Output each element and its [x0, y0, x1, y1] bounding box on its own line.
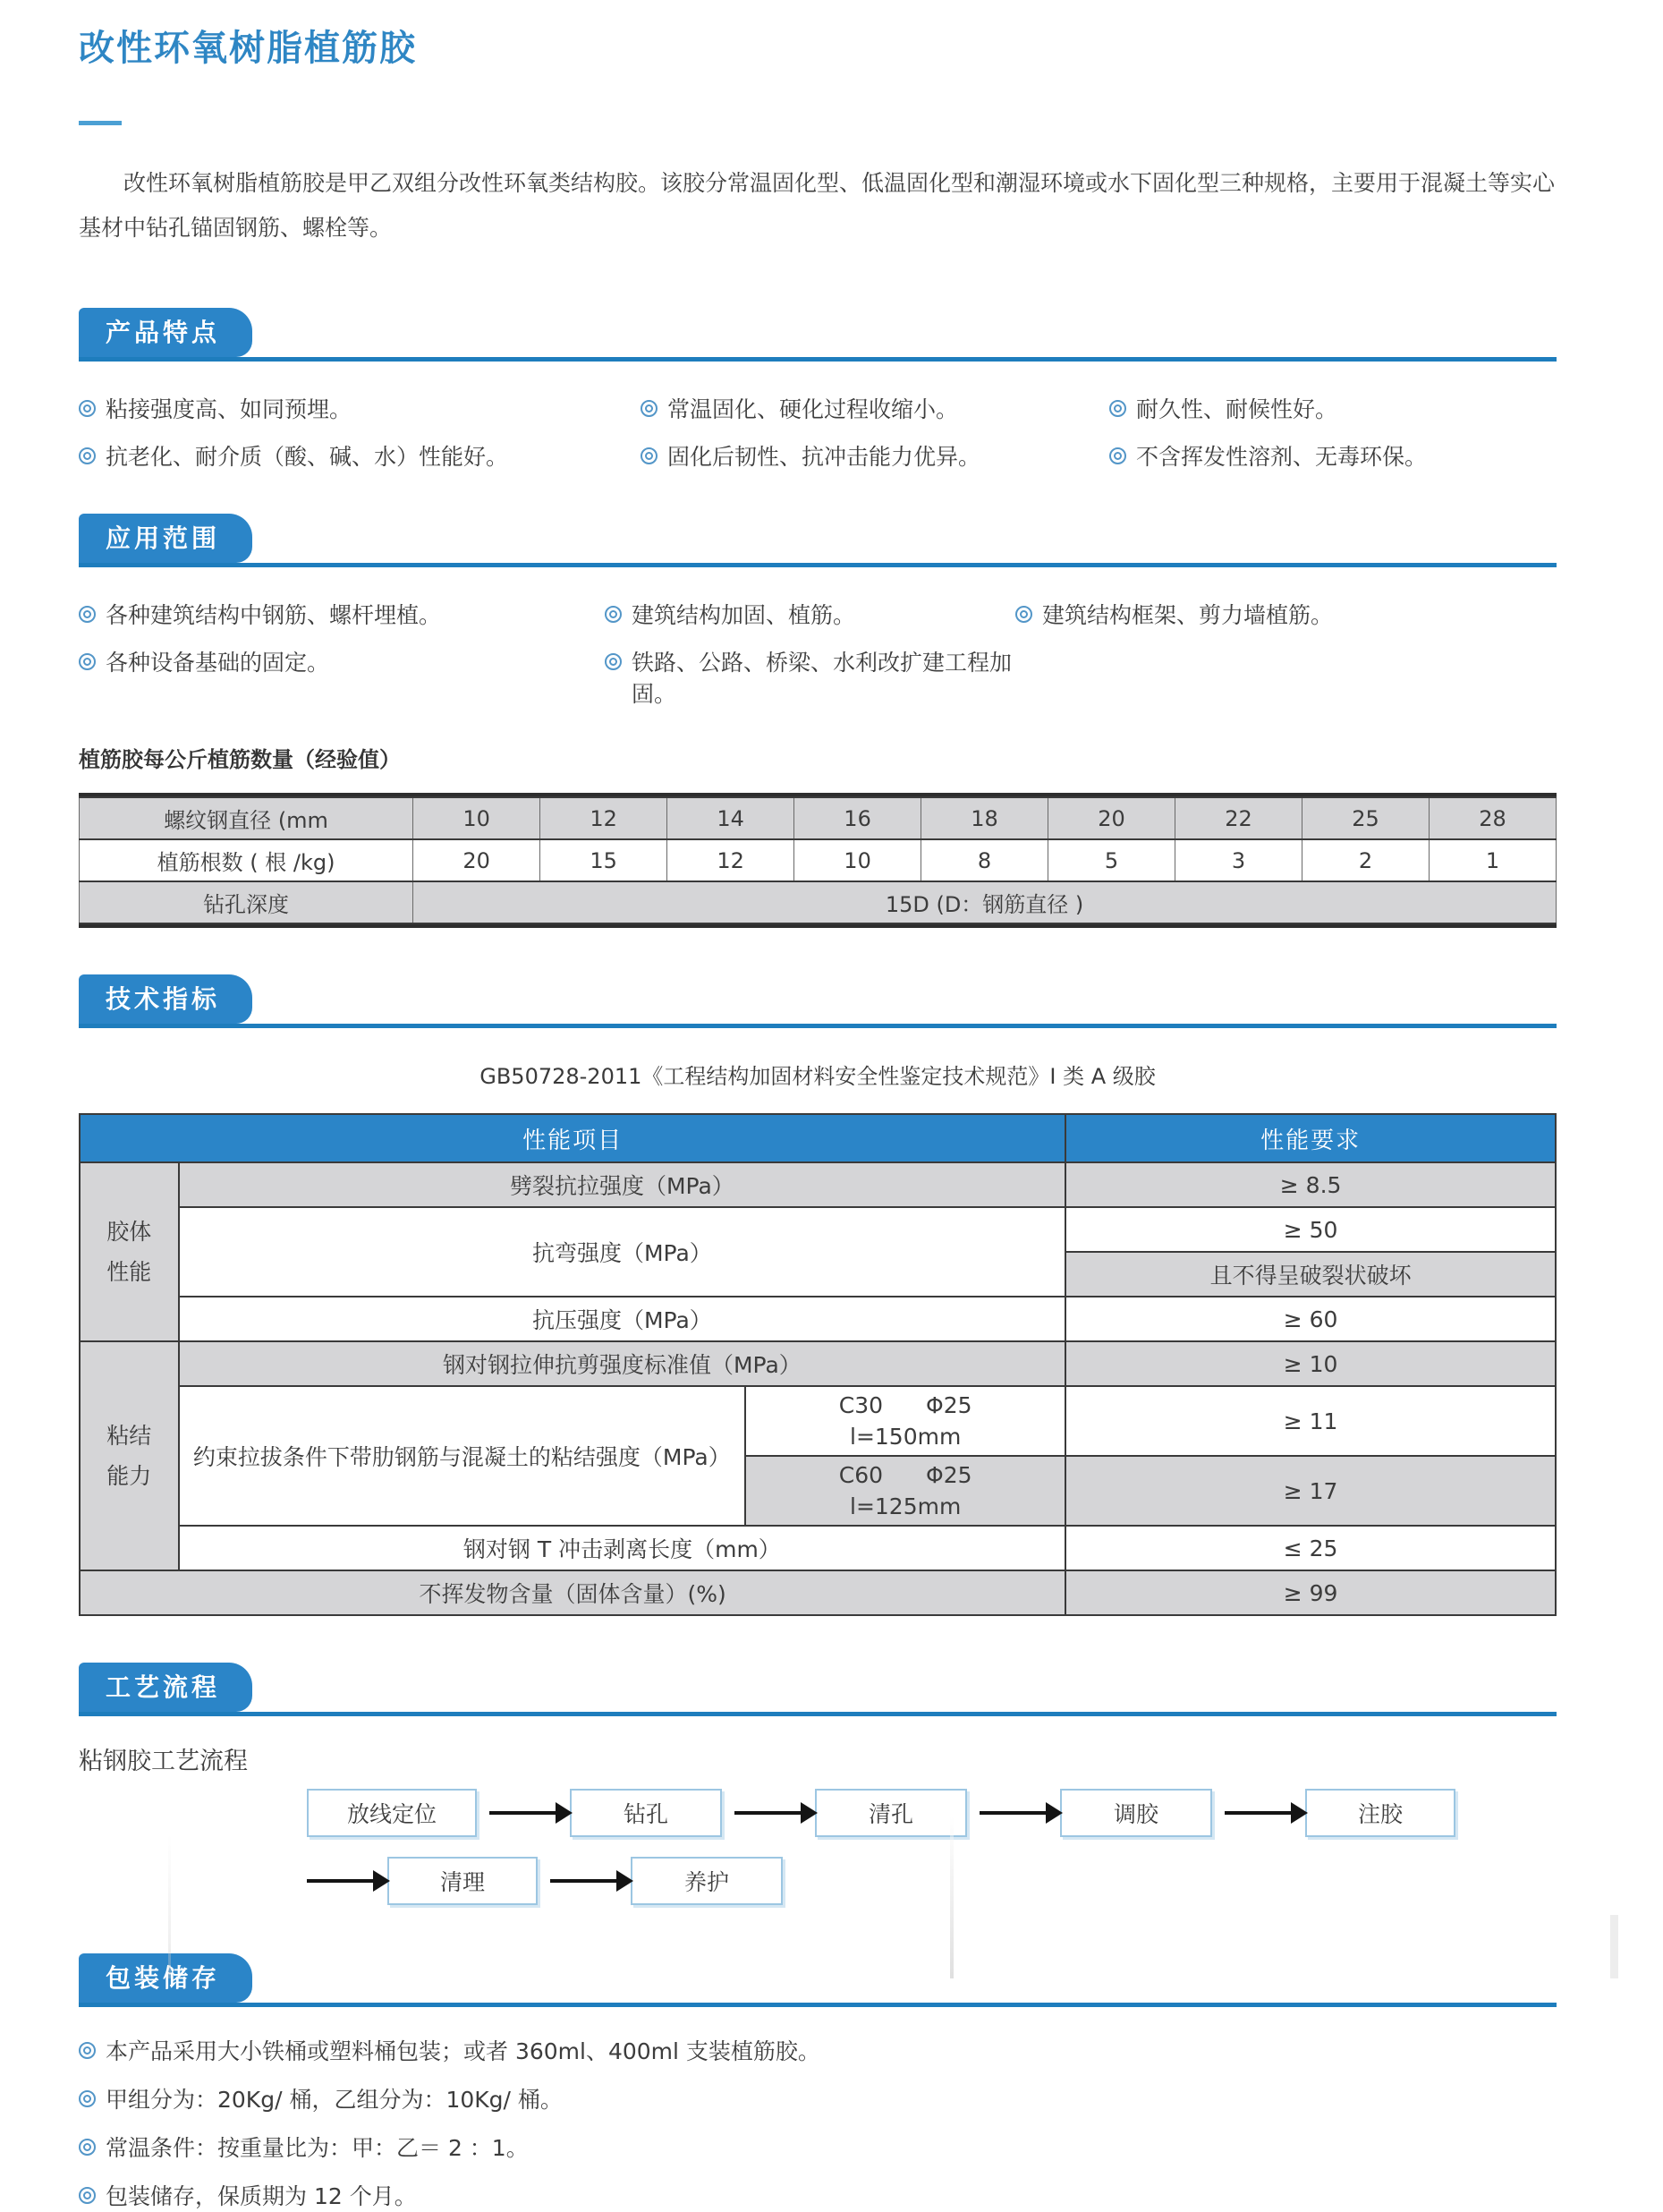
- table-row: [80, 881, 1557, 923]
- bullseye-bullet-icon: [79, 2187, 96, 2204]
- content-column: [79, 0, 1557, 2212]
- application-text: 建筑结构加固、植筋。: [632, 602, 856, 628]
- cell-diameter: 12: [540, 797, 667, 839]
- embed-length: l=150mm: [850, 1424, 962, 1450]
- row-header: 植筋根数 ( 根 /kg): [80, 839, 413, 881]
- bullseye-bullet-icon: [605, 606, 622, 623]
- requirement-value: ≤ 25: [1065, 1526, 1556, 1570]
- list-item: [79, 2132, 1557, 2164]
- table-row: [80, 1570, 1556, 1615]
- list-item: [79, 2036, 1557, 2067]
- bullseye-bullet-icon: [79, 606, 96, 623]
- flow-step-box: 养护: [631, 1857, 783, 1905]
- list-item: [79, 2084, 1557, 2115]
- application-text: 各种设备基础的固定。: [106, 650, 330, 676]
- applications-list: [79, 600, 1557, 710]
- list-item: [1109, 441, 1557, 472]
- list-item: [641, 441, 1109, 472]
- bullseye-bullet-icon: [1109, 400, 1126, 417]
- flow-step-box: 清理: [387, 1857, 538, 1905]
- flowchart-row-1: [307, 1789, 1557, 1837]
- application-text: 各种建筑结构中钢筋、螺杆埋植。: [106, 602, 442, 628]
- list-item: [79, 647, 605, 710]
- list-item: [605, 600, 1015, 631]
- requirement-value: ≥ 50: [1065, 1207, 1556, 1252]
- list-item: [605, 647, 1015, 710]
- cell-count: 2: [1302, 839, 1430, 881]
- condition-cell: [745, 1456, 1065, 1526]
- list-item: [1109, 394, 1557, 425]
- table-header-row: [80, 1114, 1556, 1162]
- header-property: 性能项目: [80, 1114, 1065, 1162]
- requirement-value: ≥ 60: [1065, 1297, 1556, 1341]
- packaging-text: 包装储存，保质期为 12 个月。: [106, 2183, 417, 2209]
- bullseye-bullet-icon: [79, 653, 96, 670]
- section-header-packaging: [79, 1953, 1557, 2007]
- features-heading-badge: 产品特点: [79, 308, 252, 357]
- arrow-right-icon: [307, 1879, 375, 1883]
- property-label: 钢对钢 T 冲击剥离长度（mm）: [179, 1526, 1066, 1570]
- feature-text: 粘接强度高、如同预埋。: [106, 396, 352, 422]
- section-header-features: [79, 308, 1557, 362]
- bullseye-bullet-icon: [641, 447, 658, 464]
- list-item: [641, 394, 1109, 425]
- rebar-diameter: Φ25: [926, 1462, 972, 1488]
- property-label: 劈裂抗拉强度（MPa）: [179, 1162, 1066, 1207]
- list-item: [79, 2181, 1557, 2212]
- tech-spec-table: [79, 1113, 1557, 1616]
- packaging-heading-badge: 包装储存: [79, 1953, 252, 2003]
- row-header: 螺纹钢直径 (mm: [80, 797, 413, 839]
- cell-count: 3: [1175, 839, 1302, 881]
- section-header-tech: [79, 974, 1557, 1028]
- requirement-value: ≥ 17: [1065, 1456, 1556, 1526]
- flow-step-box: 放线定位: [307, 1789, 477, 1837]
- header-requirement: 性能要求: [1065, 1114, 1556, 1162]
- group-label-adhesive-body: 胶体性能: [80, 1162, 179, 1341]
- requirement-value: ≥ 8.5: [1065, 1162, 1556, 1207]
- features-list: [79, 394, 1557, 472]
- cell-diameter: 25: [1302, 797, 1430, 839]
- section-header-process: [79, 1663, 1557, 1716]
- watermark-stroke: [1610, 1915, 1618, 1978]
- bullseye-bullet-icon: [79, 447, 96, 464]
- process-subtitle: 粘钢胶工艺流程: [79, 1748, 248, 1775]
- property-label: 不挥发物含量（固体含量）(%): [80, 1570, 1065, 1615]
- packaging-text: 常温条件：按重量比为：甲：乙＝ 2 ：1。: [106, 2135, 529, 2161]
- arrow-right-icon: [550, 1879, 618, 1883]
- section-header-applications: [79, 514, 1557, 567]
- arrow-right-icon: [980, 1811, 1048, 1815]
- standard-reference-note: GB50728-2011《工程结构加固材料安全性鉴定技术规范》I 类 A 级胶: [479, 1064, 1156, 1089]
- page-title: 改性环氧树脂植筋胶: [79, 28, 417, 69]
- bullseye-bullet-icon: [79, 2090, 96, 2107]
- cell-count: 8: [921, 839, 1048, 881]
- table-row: [80, 1386, 1556, 1456]
- bullseye-bullet-icon: [641, 400, 658, 417]
- cell-drill-depth: 15D (D：钢筋直径 ): [413, 881, 1557, 923]
- cell-diameter: 28: [1430, 797, 1557, 839]
- property-label: 抗弯强度（MPa）: [179, 1207, 1066, 1297]
- feature-text: 常温固化、硬化过程收缩小。: [667, 396, 959, 422]
- requirement-value: ≥ 10: [1065, 1341, 1556, 1386]
- cell-diameter: 16: [794, 797, 921, 839]
- condition-cell: [745, 1386, 1065, 1456]
- application-text: 铁路、公路、桥梁、水利改扩建工程加固。: [632, 650, 1013, 707]
- property-label: 钢对钢拉伸抗剪强度标准值（MPa）: [179, 1341, 1066, 1386]
- requirement-value: ≥ 99: [1065, 1570, 1556, 1615]
- packaging-list: [79, 2036, 1557, 2212]
- list-item: [79, 600, 605, 631]
- bullseye-bullet-icon: [605, 653, 622, 670]
- cell-count: 1: [1430, 839, 1557, 881]
- cell-diameter: 10: [413, 797, 540, 839]
- concrete-grade: C30: [838, 1392, 884, 1418]
- list-item: [79, 394, 641, 425]
- cell-diameter: 20: [1048, 797, 1175, 839]
- list-item: [79, 441, 641, 472]
- bullseye-bullet-icon: [1109, 447, 1126, 464]
- flow-step-box: 钻孔: [570, 1789, 722, 1837]
- requirement-value: ≥ 11: [1065, 1386, 1556, 1456]
- arrow-right-icon: [489, 1811, 557, 1815]
- cell-count: 5: [1048, 839, 1175, 881]
- concrete-grade: C60: [838, 1462, 884, 1488]
- table-row: [80, 1162, 1556, 1207]
- embed-length: l=125mm: [850, 1493, 962, 1519]
- table-row: [80, 797, 1557, 839]
- flowchart-row-2: [307, 1857, 1557, 1905]
- bullseye-bullet-icon: [1015, 606, 1032, 623]
- cell-count: 15: [540, 839, 667, 881]
- cell-diameter: 14: [667, 797, 794, 839]
- feature-text: 抗老化、耐介质（酸、碱、水）性能好。: [106, 444, 509, 470]
- bullseye-bullet-icon: [79, 2042, 96, 2059]
- rebar-diameter: Φ25: [926, 1392, 972, 1418]
- row-header: 钻孔深度: [80, 881, 413, 923]
- tech-heading-badge: 技术指标: [79, 974, 252, 1024]
- flow-step-box: 注胶: [1305, 1789, 1455, 1837]
- bullseye-bullet-icon: [79, 400, 96, 417]
- dosage-table-caption: 植筋胶每公斤植筋数量（经验值）: [79, 747, 401, 772]
- packaging-text: 甲组分为：20Kg/ 桶，乙组分为：10Kg/ 桶。: [106, 2087, 563, 2113]
- title-underline-dash: [79, 121, 122, 125]
- flow-step-box: 调胶: [1060, 1789, 1212, 1837]
- cell-count: 20: [413, 839, 540, 881]
- applications-heading-badge: 应用范围: [79, 514, 252, 563]
- dosage-table: [79, 793, 1557, 928]
- arrow-right-icon: [1225, 1811, 1293, 1815]
- packaging-text: 本产品采用大小铁桶或塑料桶包装；或者 360ml、400ml 支装植筋胶。: [106, 2038, 820, 2064]
- arrow-right-icon: [734, 1811, 802, 1815]
- list-item: [1015, 600, 1557, 631]
- feature-text: 耐久性、耐候性好。: [1136, 396, 1338, 422]
- requirement-value: 且不得呈破裂状破坏: [1065, 1252, 1556, 1297]
- table-row: [80, 1526, 1556, 1570]
- table-row: [80, 839, 1557, 881]
- property-label: 约束拉拔条件下带肋钢筋与混凝土的粘结强度（MPa）: [179, 1386, 746, 1526]
- cell-count: 12: [667, 839, 794, 881]
- property-label: 抗压强度（MPa）: [179, 1297, 1066, 1341]
- table-row: [80, 1341, 1556, 1386]
- cell-diameter: 22: [1175, 797, 1302, 839]
- intro-paragraph: 改性环氧树脂植筋胶是甲乙双组分改性环氧类结构胶。该胶分常温固化型、低温固化型和潮湿环境或水下固化型三种规格，主要用于混凝土等实心基材中钻孔锚固钢筋、螺栓等。: [79, 170, 1556, 241]
- cell-diameter: 18: [921, 797, 1048, 839]
- feature-text: 不含挥发性溶剂、无毒环保。: [1136, 444, 1428, 470]
- process-heading-badge: 工艺流程: [79, 1663, 252, 1712]
- group-label-bonding-ability: 粘结能力: [80, 1341, 179, 1570]
- flow-step-box: 清孔: [815, 1789, 967, 1837]
- table-row: [80, 1297, 1556, 1341]
- table-row: [80, 1207, 1556, 1252]
- bullseye-bullet-icon: [79, 2139, 96, 2156]
- cell-count: 10: [794, 839, 921, 881]
- application-text: 建筑结构框架、剪力墙植筋。: [1042, 602, 1334, 628]
- feature-text: 固化后韧性、抗冲击能力优异。: [667, 444, 981, 470]
